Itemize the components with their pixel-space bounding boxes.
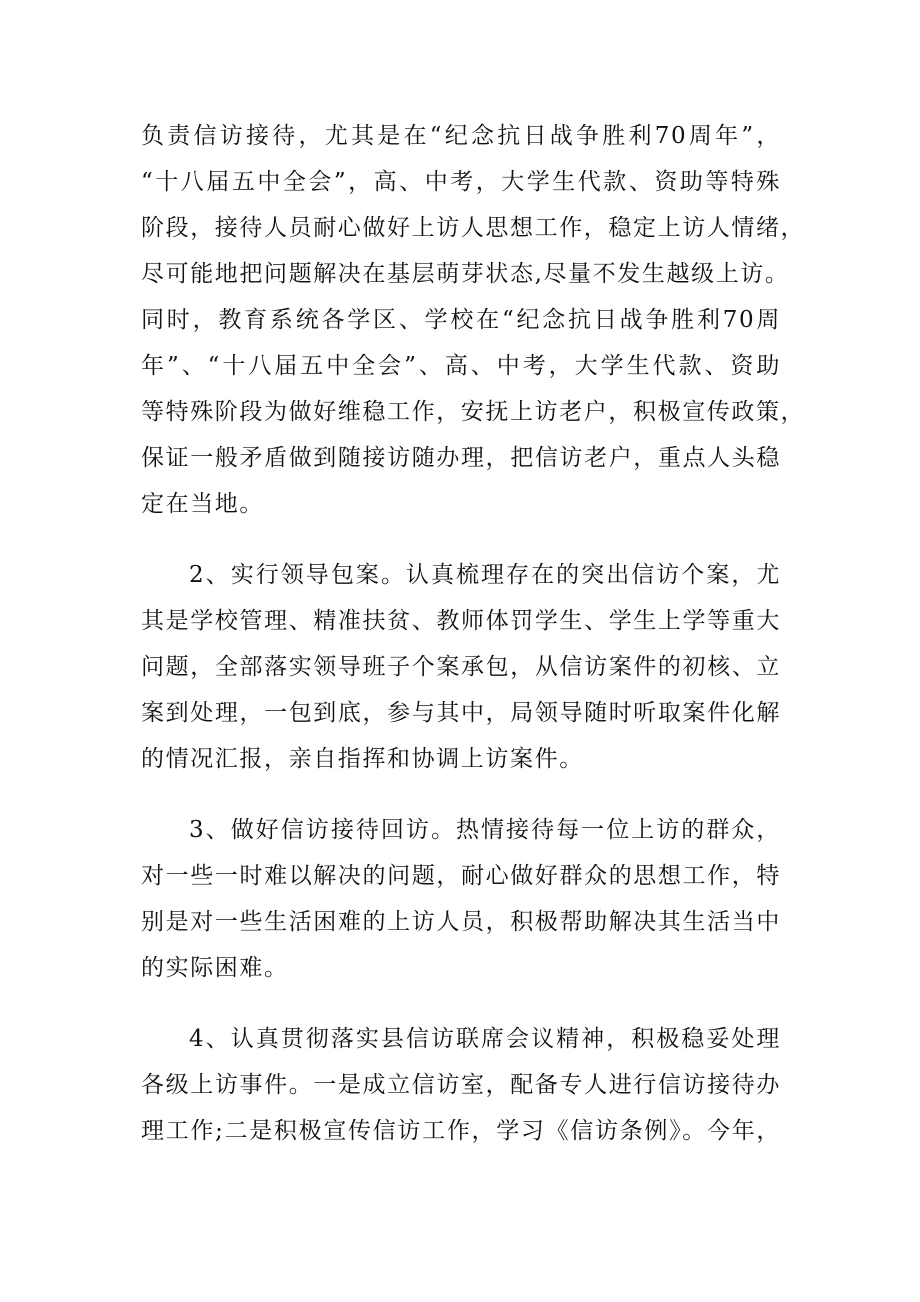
paragraph-spacer [141,782,781,807]
text-line: 的实际困难。 [141,955,289,981]
text-line: 对一些一时难以解决的问题，耐心做好群众的思想工作，特 [141,863,781,889]
text-line: 负责信访接待，尤其是在“纪念抗日战争胜利70周年”， [141,123,781,149]
paragraph-spacer [141,991,781,1016]
text-line: 问题，全部落实领导班子个案承包，从信访案件的初核、立 [141,654,781,680]
text-line: 尽可能地把问题解决在基层萌芽状态,尽量不发生越级上访。 [141,261,790,287]
paragraph-item-4 [141,1016,781,1154]
text-line: 理工作;二是积极宣传信访工作，学习《信访条例》。今年， [141,1118,781,1144]
paragraph-item-3 [141,807,781,991]
text-line: 年”、“十八届五中全会”、高、中考，大学生代款、资助 [141,353,781,379]
text-line: 的情况汇报，亲自指挥和协调上访案件。 [141,746,584,772]
text-line: 2、实行领导包案。认真梳理存在的突出信访个案，尤 [189,562,781,588]
text-line: “十八届五中全会”，高、中考，大学生代款、资助等特殊 [141,169,781,195]
document-body [141,113,806,1154]
paragraph-spacer [141,527,781,552]
text-line: 其是学校管理、精准扶贫、教师体罚学生、学生上学等重大 [141,608,781,634]
text-line: 保证一般矛盾做到随接访随办理，把信访老户，重点人头稳 [141,445,781,471]
text-line: 阶段，接待人员耐心做好上访人思想工作，稳定上访人情绪， [141,215,806,241]
text-line: 各级上访事件。一是成立信访室，配备专人进行信访接待办 [141,1072,781,1098]
text-line: 同时，教育系统各学区、学校在“纪念抗日战争胜利70周 [141,307,781,333]
text-line: 别是对一些生活困难的上访人员，积极帮助解决其生活当中 [141,909,781,935]
text-line: 案到处理，一包到底，参与其中，局领导随时听取案件化解 [141,700,781,726]
text-line: 定在当地。 [141,491,264,517]
paragraph-item-2 [141,552,781,782]
text-line: 等特殊阶段为做好维稳工作，安抚上访老户，积极宣传政策， [141,399,806,425]
text-line: 3、做好信访接待回访。热情接待每一位上访的群众， [189,817,781,843]
paragraph-continuation [141,113,806,527]
text-line: 4、认真贯彻落实县信访联席会议精神，积极稳妥处理 [189,1026,781,1052]
